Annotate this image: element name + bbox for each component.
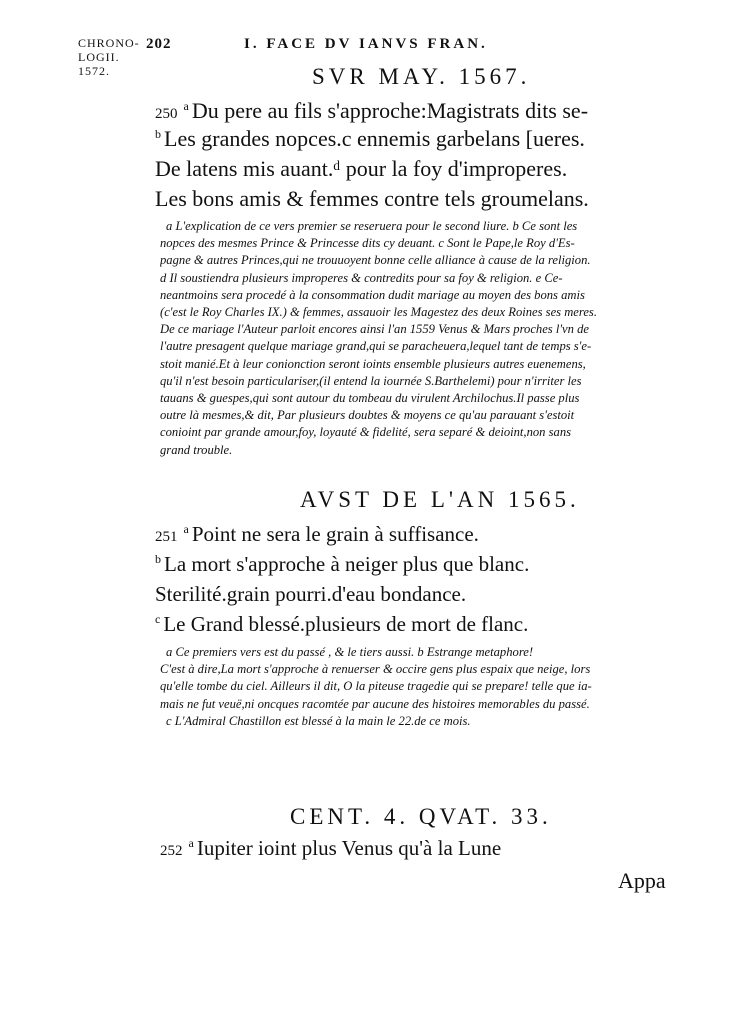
margin-note-line: CHRONO- [78, 36, 140, 50]
note-line: outre là mesmes,& dit, Par plusieurs doubtes & moyens ce qu'au parauant s'estoit [160, 408, 575, 423]
note-marker: b [155, 552, 161, 566]
section-heading-aug-1565: AVST DE L'AN 1565. [300, 487, 580, 512]
note-line: mais ne fut veuë,ni oncques racomtée par aucune des histoires memorables du passé. [160, 696, 590, 711]
verse-text: La mort s'approche à neiger plus que blanc. [164, 552, 530, 576]
running-title: I. FACE DV IANVS FRAN. [244, 36, 488, 52]
note-line: a Ce premiers vers est du passé , & le tiers aussi. b Estrange metaphore! [166, 645, 534, 659]
verse-line [155, 552, 529, 577]
catchword: Appa [618, 868, 666, 893]
note-line: qu'elle tombe du ciel. Ailleurs il dit, O la piteuse tragedie qui se prepare! telle que ia- [160, 679, 592, 694]
note-line: tauans & guespes,qui sont autour du tombeau du virulent Archilochus.Il passe plus [160, 391, 580, 406]
note-line: c L'Admiral Chastillon est blessé à la main le 22.de ce mois. [166, 713, 471, 728]
note-marker: c [155, 612, 161, 626]
verse-text: Les bons amis & femmes contre tels groumelans. [155, 186, 589, 211]
note-marker: a [183, 522, 189, 536]
section-heading-cent4-quat33: CENT. 4. QVAT. 33. [290, 804, 552, 829]
margin-note-line: LOGII. [78, 50, 120, 64]
verse-line [155, 156, 567, 182]
quatrain-number: 250 [155, 106, 178, 122]
note-line: neantmoins sera procedé à la consommation dudit mariage au moyen des bons amis [160, 287, 585, 302]
verse-text: Iupiter ioint plus Venus qu'à la Lune [196, 836, 502, 860]
note-line: d Il soustiendra plusieurs improperes & contredits pour sa foy & religion. e Ce- [160, 270, 563, 285]
section-heading-may-1567: SVR MAY. 1567. [312, 64, 531, 89]
verse-line [155, 522, 479, 547]
note-marker: a [183, 98, 189, 113]
note-line: C'est à dire,La mort s'approche à renuerser & occire gens plus espaix que neige, lors [160, 662, 591, 677]
note-line: (c'est le Roy Charles IX.) & femmes, assauoir les Magestez des deux Roines ses meres. [160, 305, 597, 320]
page-number: 202 [146, 36, 172, 52]
commentary-notes [160, 644, 680, 730]
verse-text: Point ne sera le grain à suffisance. [191, 522, 479, 546]
note-line: De ce mariage l'Auteur parloit encores ainsi l'an 1559 Venus & Mars proches l'vn de [160, 322, 589, 337]
quatrain-number: 251 [155, 529, 178, 545]
verse-text: Du pere au fils s'approche:Magistrats dits se- [191, 98, 589, 123]
note-marker: b [155, 126, 161, 141]
note-line: conioint par grande amour,foy, loyauté & fidelité, sera separé & deioint,non sans [160, 425, 572, 440]
margin-note-line: 1572. [78, 64, 110, 78]
note-line: grand trouble. [160, 442, 233, 457]
verse-text: De latens mis auant.ᵈ pour la foy d'improperes. [155, 156, 568, 181]
margin-note [78, 36, 148, 78]
verse-line [155, 126, 585, 152]
note-line: qu'il n'est besoin particulariser,(il entend la iournée S.Barthelemi) pour n'irriter les [160, 373, 582, 388]
quatrain-number: 252 [160, 843, 183, 859]
verse-text: Les grandes nopces.c ennemis garbelans [ueres. [164, 126, 585, 151]
note-line: stoit manié.Et à leur conionction seront ioints ensemble plusieurs autres euenemens, [160, 356, 586, 371]
verse-line [155, 612, 528, 637]
verse-line [155, 582, 466, 607]
note-line: nopces des mesmes Prince & Princesse dits cy deuant. c Sont le Pape,le Roy d'Es- [160, 236, 575, 251]
note-line: a L'explication de ce vers premier se reseruera pour le second liure. b Ce sont les [166, 219, 578, 233]
verse-text: Sterilité.grain pourri.d'eau bondance. [155, 582, 467, 606]
commentary-notes [160, 218, 680, 459]
verse-text: Le Grand blessé.plusieurs de mort de flanc. [163, 612, 529, 636]
note-marker: a [188, 836, 194, 850]
verse-line [155, 186, 589, 212]
note-line: l'autre presagent quelque mariage grand,qui se paracheuera,lequel tant de temps s'e- [160, 339, 592, 354]
verse-line [160, 836, 501, 861]
verse-line [155, 98, 588, 124]
note-line: pagne & autres Princes,qui ne trouuoyent bonne celle alliance à cause de la religion. [160, 253, 591, 268]
